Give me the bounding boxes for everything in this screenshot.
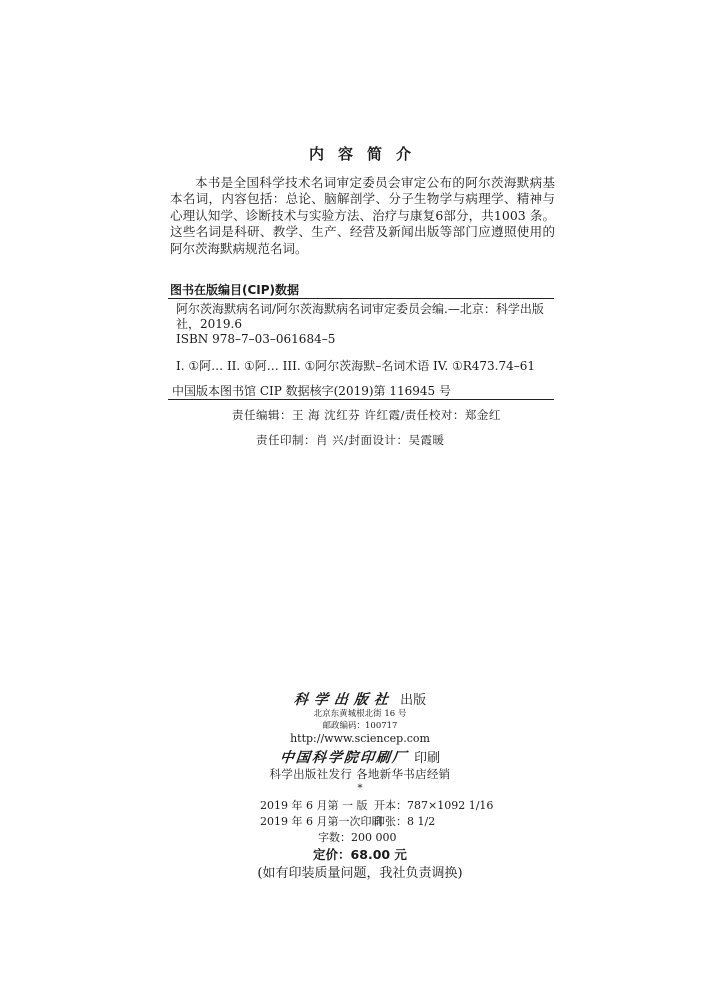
editors-credit: 责任编辑：王 海 沈红芬 许红霞/责任校对：郑金红 [232,408,501,422]
summary-body: 本书是全国科学技术名词审定委员会审定公布的阿尔茨海默病基本名词，内容包括：总论、脑解剖学、分子生物学与病理学、精神与心理认知学、诊断技术与实验方法、治疗与康复6部分，共1003 条。这些名词是科研、教学、生产、经营及新闻出版等部门应遵照使用的阿尔茨海默病规范名词。 [170,175,555,256]
publisher-address: 北京东黄城根北街 16 号 [313,709,407,719]
cip-title-line: 阿尔茨海默病名词/阿尔茨海默病名词审定委员会编.—北京：科学出版社，2019.6 [176,302,544,331]
publisher-suffix: 出版 [400,693,427,708]
printing-info: 2019 年 6 月第一次印刷 [260,815,383,828]
separator-star: * [357,783,363,794]
sheets-info: 印张：8 1/2 [374,815,436,828]
cip-record-number: 中国版本图书馆 CIP 数据核字(2019)第 116945 号 [172,384,451,398]
distribution-line: 科学出版社发行 各地新华书店经销 [269,767,451,781]
printer-suffix: 印刷 [414,751,441,766]
price: 定价：68.00 元 [313,847,407,862]
publisher-postcode: 邮政编码：100717 [322,721,398,731]
cip-top-rule [168,298,554,299]
quality-note: (如有印装质量问题，我社负责调换) [257,866,463,881]
format-info: 开本：787×1092 1/16 [374,799,494,812]
summary-title: 内容简介 [308,145,425,163]
word-count: 字数：200 000 [318,831,397,844]
cip-bottom-rule [168,399,554,400]
production-credit: 责任印制：肖 兴/封面设计：吴霞暖 [256,433,445,447]
publisher-line [0,689,720,709]
edition-info: 2019 年 6 月第 一 版 [260,799,368,812]
cip-heading: 图书在版编目(CIP)数据 [170,283,300,297]
printer-logo: 中国科学院印刷厂 [278,750,409,766]
publisher-url: http://www.sciencep.com [290,732,430,745]
cip-isbn: ISBN 978–7–03–061684–5 [176,332,336,346]
cip-classification: I. ①阿… II. ①阿… III. ①阿尔茨海默–名词术语 IV. ①R473.74–61 [176,359,536,373]
printer-line [0,747,720,767]
publisher-logo: 科学出版社 [292,692,395,708]
